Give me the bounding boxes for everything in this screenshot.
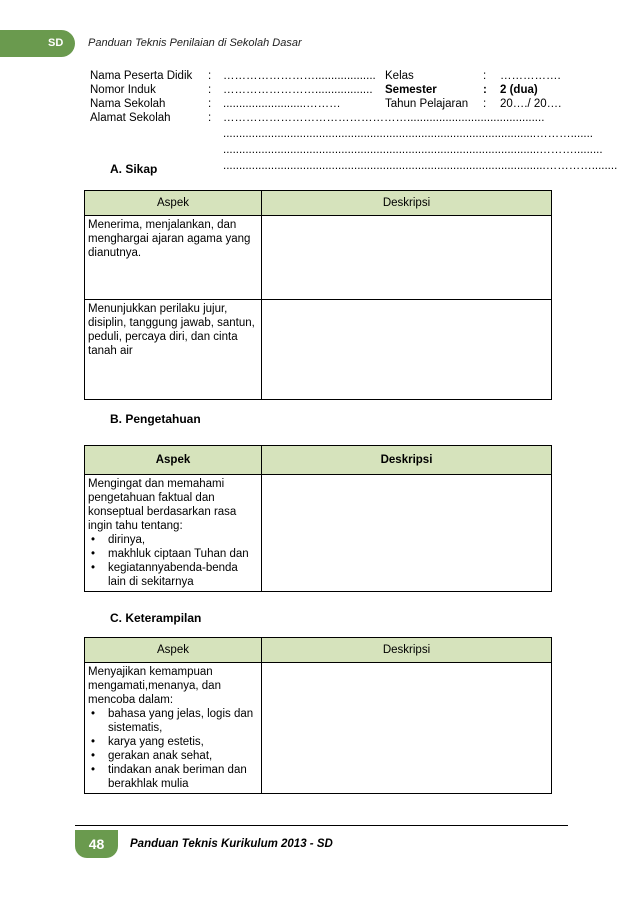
identity-colon: : xyxy=(208,70,212,82)
identity-label-right: Tahun Pelajaran xyxy=(385,98,469,110)
table-row xyxy=(85,475,552,592)
aspek-intro: Mengingat dan memahami pengetahuan faktual dan konseptual berdasarkan rasa ingin tahu tentang: xyxy=(88,478,237,532)
sikap-table xyxy=(84,190,552,400)
identity-colon-right: : xyxy=(483,98,487,110)
identity-label-right: Kelas xyxy=(385,70,414,82)
table-row xyxy=(85,663,552,794)
header-title: Panduan Teknis Penilaian di Sekolah Dasar xyxy=(88,37,302,49)
identity-value: …………………….................. xyxy=(223,84,373,96)
list-item: • gerakan anak sehat, xyxy=(102,749,258,763)
deskripsi-cell[interactable] xyxy=(262,475,552,592)
footer-divider xyxy=(75,825,568,826)
keterampilan-table xyxy=(84,637,552,794)
identity-value: ……………………................... xyxy=(223,70,376,82)
identity-colon-right: : xyxy=(483,84,487,96)
deskripsi-cell[interactable] xyxy=(262,216,552,300)
table-header-row xyxy=(85,446,552,475)
aspek-bullet-list xyxy=(88,707,258,791)
identity-value: …………………………………………........................................... xyxy=(223,112,545,124)
deskripsi-cell[interactable] xyxy=(262,300,552,400)
column-header-aspek: Aspek xyxy=(85,638,262,663)
aspek-cell xyxy=(85,475,262,592)
aspek-cell: Menerima, menjalankan, dan menghargai ajaran agama yang dianutnya. xyxy=(85,216,262,300)
page-number: 48 xyxy=(75,830,118,858)
identity-colon: : xyxy=(208,84,212,96)
aspek-bullet-list xyxy=(88,533,258,589)
identity-colon-right: : xyxy=(483,70,487,82)
column-header-aspek: Aspek xyxy=(85,191,262,216)
footer-title: Panduan Teknis Kurikulum 2013 - SD xyxy=(130,838,333,850)
identity-colon: : xyxy=(208,98,212,110)
sd-tab-label: SD xyxy=(48,37,64,49)
section-title-pengetahuan: B. Pengetahuan xyxy=(110,412,201,426)
identity-colon: : xyxy=(208,112,212,124)
table-header-row xyxy=(85,191,552,216)
identity-label: Nama Peserta Didik xyxy=(90,70,193,82)
column-header-deskripsi: Deskripsi xyxy=(262,446,552,475)
address-dotted-line: ..................................................................................................………....... xyxy=(223,128,593,140)
pengetahuan-table xyxy=(84,445,552,592)
sd-tab xyxy=(0,30,75,57)
address-dotted-line: .....................................................................................................…………........ xyxy=(223,160,618,172)
list-item: • bahasa yang jelas, logis dan sistematis, xyxy=(102,707,258,735)
aspek-intro: Menyajikan kemampuan mengamati,menanya, dan mencoba dalam: xyxy=(88,666,221,706)
identity-label: Alamat Sekolah xyxy=(90,112,171,124)
list-item: • makhluk ciptaan Tuhan dan xyxy=(102,547,258,561)
column-header-deskripsi: Deskripsi xyxy=(262,638,552,663)
identity-label-right: Semester xyxy=(385,84,437,96)
identity-value-right: 20…./ 20…. xyxy=(500,98,562,110)
aspek-cell xyxy=(85,663,262,794)
aspek-cell: Menunjukkan perilaku jujur, disiplin, tanggung jawab, santun, peduli, percaya diri, dan cinta tanah air xyxy=(85,300,262,400)
section-title-sikap: A. Sikap xyxy=(110,162,158,176)
identity-value-right: 2 (dua) xyxy=(500,84,538,96)
list-item: • karya yang estetis, xyxy=(102,735,258,749)
table-header-row xyxy=(85,638,552,663)
address-dotted-line: ...................................................................................................………......... xyxy=(223,144,603,156)
column-header-deskripsi: Deskripsi xyxy=(262,191,552,216)
list-item: • kegiatannyabenda-benda lain di sekitarnya xyxy=(102,561,258,589)
table-row xyxy=(85,300,552,400)
identity-value-right: ……………. xyxy=(500,70,561,82)
deskripsi-cell[interactable] xyxy=(262,663,552,794)
column-header-aspek: Aspek xyxy=(85,446,262,475)
list-item: • tindakan anak beriman dan berakhlak mulia xyxy=(102,763,258,791)
table-row xyxy=(85,216,552,300)
identity-label: Nomor Induk xyxy=(90,84,156,96)
section-title-keterampilan: C. Keterampilan xyxy=(110,611,202,625)
identity-value: ..........................……… xyxy=(223,98,341,110)
list-item: • dirinya, xyxy=(102,533,258,547)
identity-label: Nama Sekolah xyxy=(90,98,166,110)
